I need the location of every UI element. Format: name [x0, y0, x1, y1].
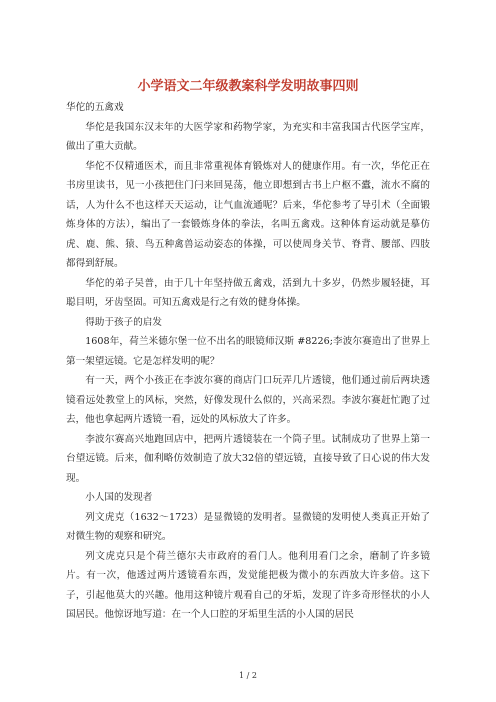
paragraph: 列文虎克只是个荷兰德尔夫市政府的看门人。他利用看门之余，磨制了许多镜片。有一次，他透过两片透镜看东西，发觉能把极为微小的东西放大许多倍。这下子，引起他莫大的兴趣。他用这种镜片观看自己的牙垢，发现了许多奇形怪状的小人国居民。他惊讶地写道：在一个人口腔的牙垢里生活的小人国的居民 [66, 550, 430, 620]
page-number: 1 / 2 [239, 671, 257, 680]
paragraph: 得助于孩子的启发 [85, 316, 162, 328]
paragraph: 小人国的发现者 [85, 492, 153, 503]
document-title: 小学语文二年级教案科学发明故事四则 [137, 79, 359, 94]
document-body [66, 98, 430, 625]
paragraph: 1608年，荷兰米德尔堡一位不出名的眼镜师汉斯 #8226;李波尔赛造出了世界上第一架望远镜。它是怎样发明的呢？ [66, 336, 430, 367]
paragraph: 列文虎克（1632～1723）是显微镜的发明者。显微镜的发明使人类真正开始了对微生物的观察和研究。 [66, 511, 430, 542]
paragraph: 华佗的五禽戏 [66, 102, 124, 113]
paragraph: 有一天，两个小孩正在李波尔赛的商店门口玩弄几片透镜，他们通过前后两块透镜看远处教堂上的风标，突然，好像发现什么似的，兴高采烈。李波尔赛赶忙跑了过去，他也拿起两片透镜一看，远处的风标放大了许多。 [66, 375, 430, 425]
paragraph: 华佗是我国东汉末年的大医学家和药物学家，为充实和丰富我国古代医学宝库，做出了重大贡献。 [66, 121, 430, 152]
paragraph: 华佗不仅精通医术，而且非常重视体育锻炼对人的健康作用。有一次，华佗正在书房里读书，见一小孩把住门闩来回晃荡，他立即想到古书上户枢不蠹，流水不腐的话，人为什么不也这样天天运动，让气血流通呢？后来，华佗参考了导引术（全面锻炼身体的方法），编出了一套锻炼身体的拳法，名叫五禽戏。这种体育运动就是摹仿虎、鹿、熊、猿、鸟五种禽兽运动姿态的体操，可以使周身关节、脊背、腰部、四肢都得到舒展。 [66, 160, 430, 269]
paragraph: 华佗的弟子吴普，由于几十年坚持做五禽戏，活到九十多岁，仍然步履轻捷，耳聪目明，牙齿坚固。可知五禽戏是行之有效的健身体操。 [66, 277, 430, 308]
paragraph: 李波尔赛高兴地跑回店中，把两片透镜装在一个筒子里。试制成功了世界上第一台望远镜。后来，伽利略仿效制造了放大32倍的望远镜，直接导致了日心说的伟大发现。 [66, 433, 430, 484]
